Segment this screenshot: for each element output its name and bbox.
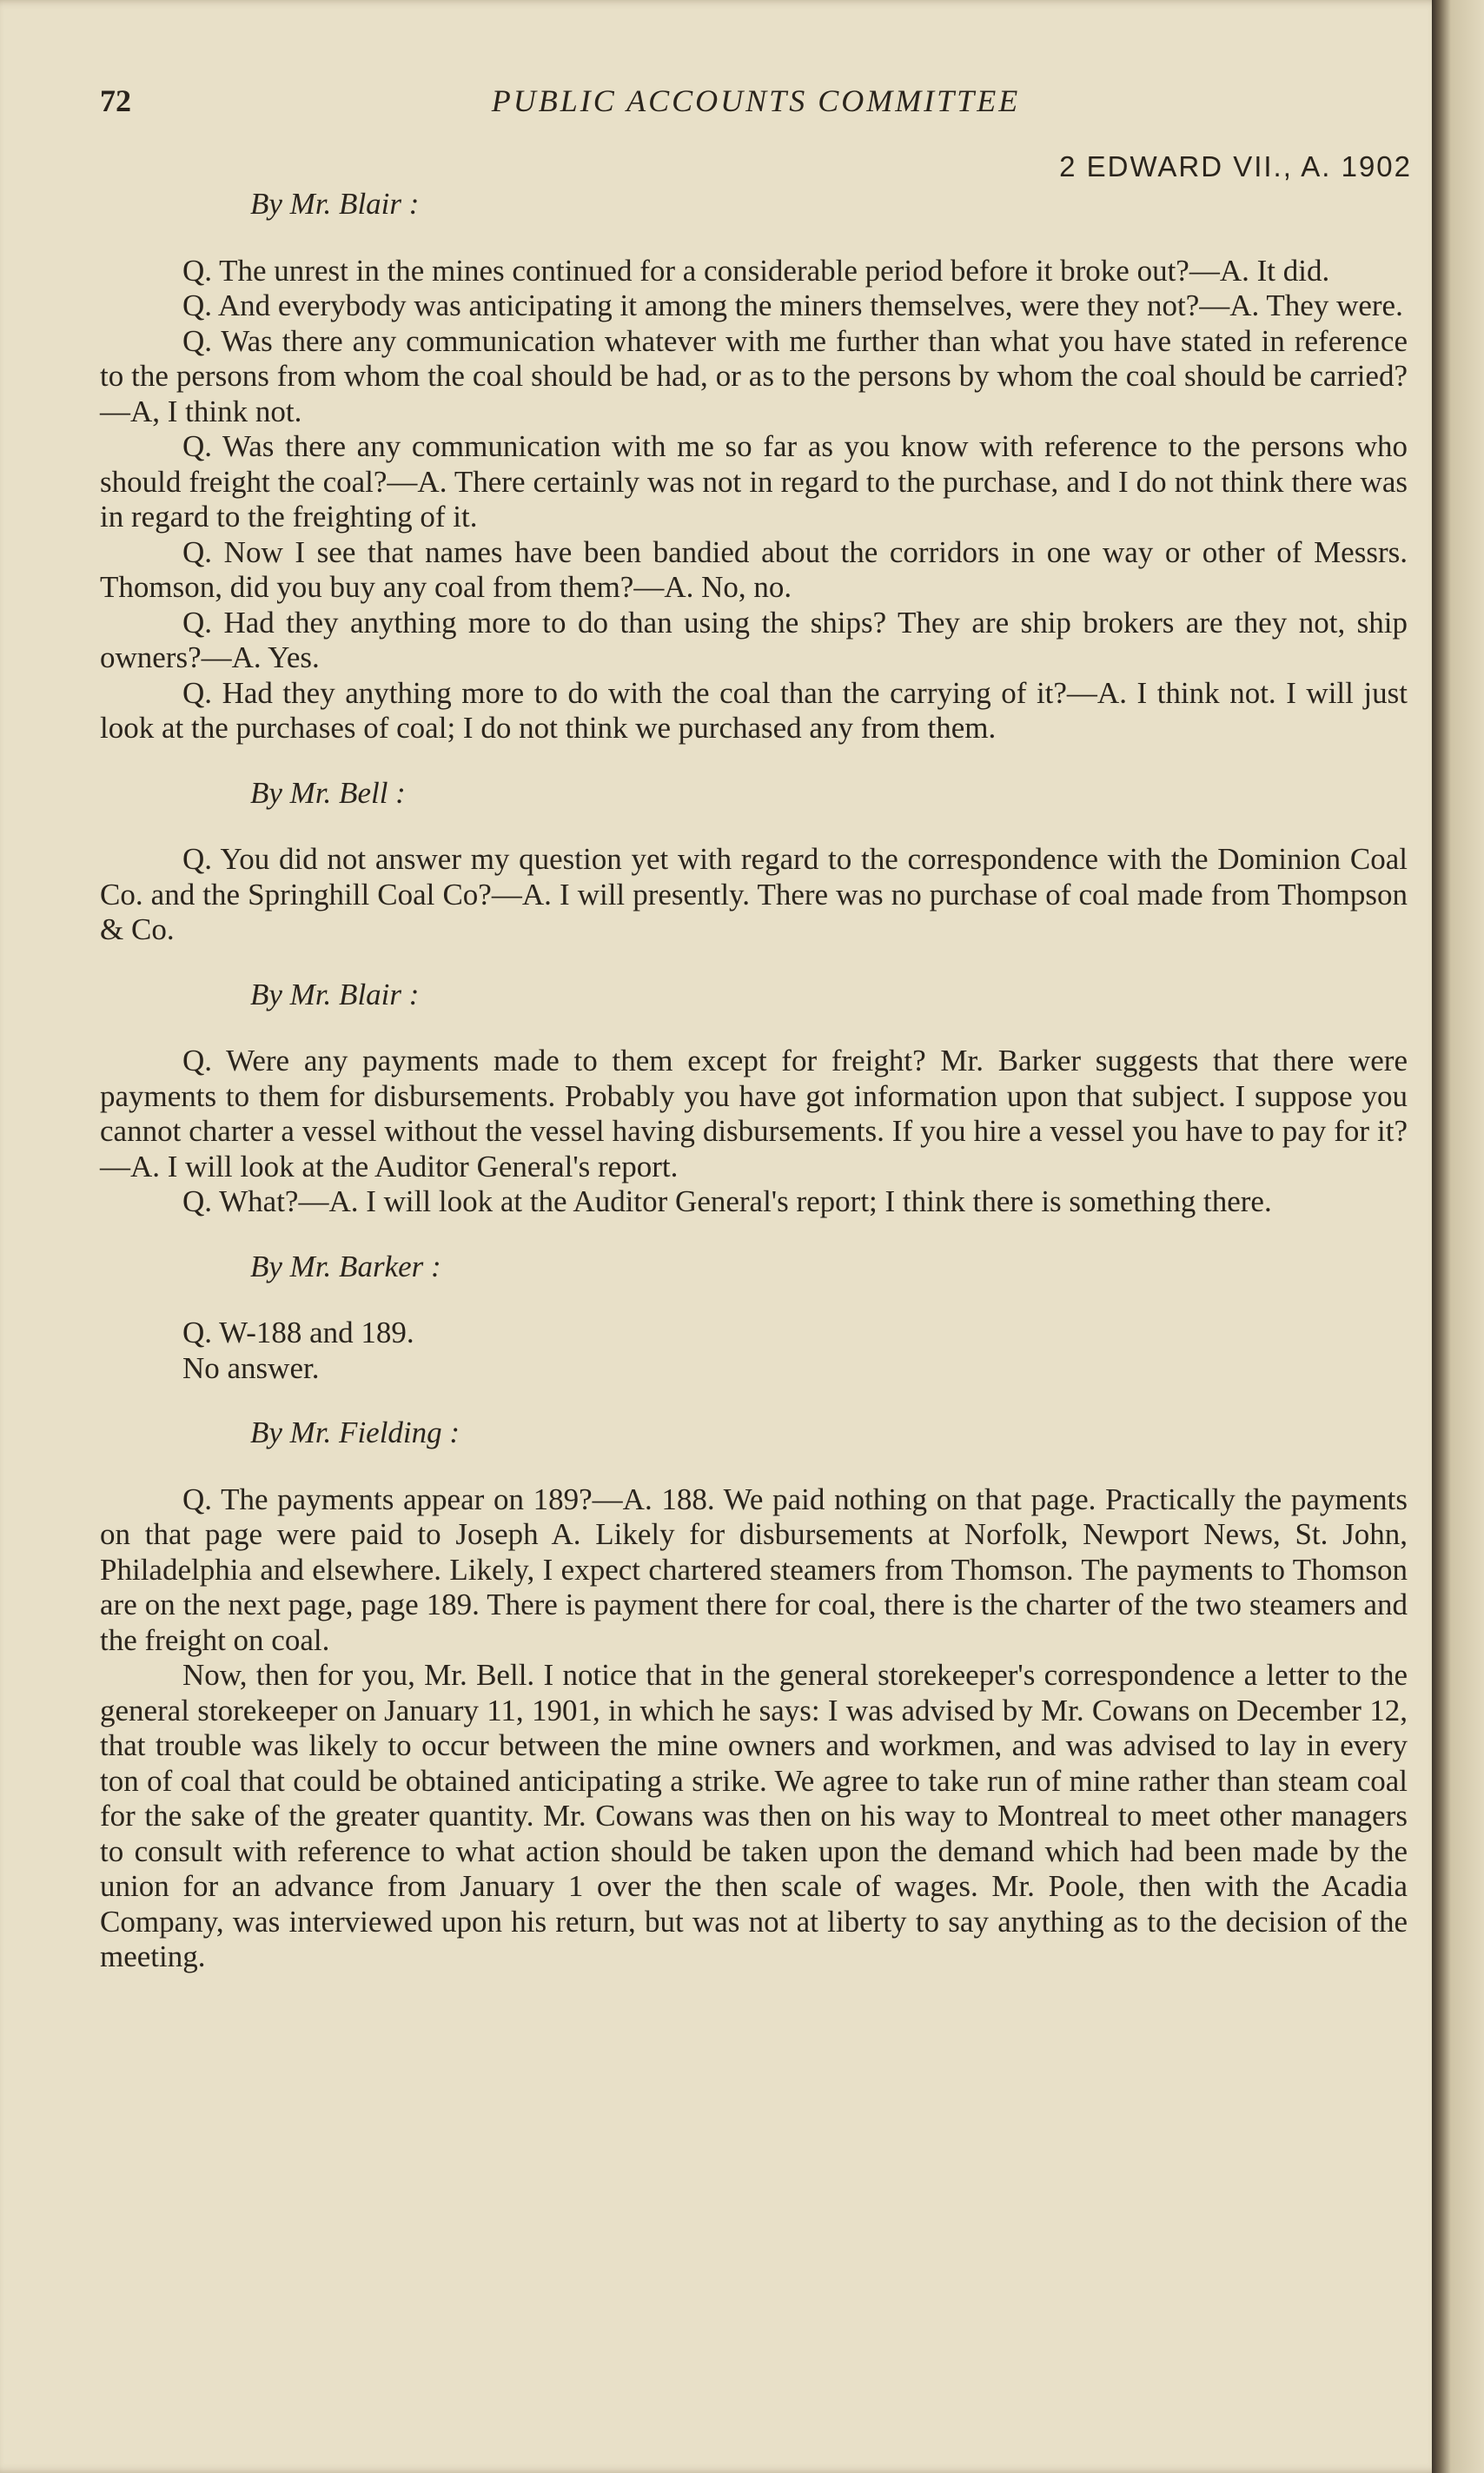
section-blair-1: [100, 187, 1408, 746]
speaker-heading: By Mr. Blair :: [250, 187, 420, 221]
qa-paragraph: Q. And everybody was anticipating it among the miners themselves, were they not?—A. They were.: [182, 288, 1403, 322]
section-fielding: [100, 1416, 1408, 1975]
speaker-heading: By Mr. Fielding :: [250, 1416, 460, 1449]
speaker-heading: By Mr. Barker :: [250, 1249, 441, 1283]
running-title: PUBLIC ACCOUNTS COMMITTEE: [491, 83, 1021, 118]
document-body: [100, 187, 1408, 2005]
qa-paragraph: Q. Now I see that names have been bandied about the corridors in one way or other of Messrs. Thomson, did you buy any coal from them?—A. No, no.: [100, 534, 1408, 604]
page-number: 72: [100, 83, 131, 118]
section-blair-2: [100, 978, 1408, 1220]
qa-paragraph: No answer.: [182, 1350, 320, 1385]
qa-paragraph: Now, then for you, Mr. Bell. I notice that in the general storekeeper's correspondence a letter to the general storekeeper on January 11, 1901, in which he says: I was advised by Mr. Cowans on December 12, that trouble was likely to occur between the mine owners and workmen, and was advised to lay in every ton of coal that could be obtained anticipating a strike. We agree to take run of mine rather than steam coal for the sake of the greater quantity. Mr. Cowans was then on his way to Montreal to meet other managers to consult with reference to what action should be taken upon the demand which had been made by the union for an advance from January 1 over the then scale of wages. Mr. Poole, then with the Acadia Company, was interviewed upon his return, but was not at liberty to say anything as to the decision of the meeting.: [100, 1658, 1408, 1973]
qa-paragraph: Q. What?—A. I will look at the Auditor General's report; I think there is something there.: [182, 1184, 1272, 1218]
qa-paragraph: Q. Was there any communication whatever with me further than what you have stated in reference to the persons from whom the coal should be had, or as to the persons by whom the coal should be carried?—A, I think not.: [100, 323, 1408, 428]
qa-paragraph: Q. W-188 and 189.: [182, 1316, 414, 1349]
page-header: [100, 83, 1412, 182]
qa-paragraph: Q. You did not answer my question yet with regard to the correspondence with the Dominion Coal Co. and the Springhill Coal Co?—A. I will presently. There was no purchase of coal made from Thompson & Co.: [100, 842, 1408, 946]
qa-paragraph: Q. The payments appear on 189?—A. 188. We paid nothing on that page. Practically the payments on that page were paid to Joseph A. Likely for disbursements at Norfolk, Newport News, St. John, Philadelphia and elsewhere. Likely, I expect chartered steamers from Thomson. The payments to Thomson are on the next page, page 189. There is payment there for coal, there is the charter of the two steamers and the freight on coal.: [100, 1482, 1408, 1657]
qa-paragraph: Q. Was there any communication with me so far as you know with reference to the persons who should freight the coal?—A. There certainly was not in regard to the purchase, and I do not think there was in regard to the freighting of it.: [100, 429, 1408, 534]
qa-paragraph: Q. Had they anything more to do with the coal than the carrying of it?—A. I think not. I will just look at the purchases of coal; I do not think we purchased any from them.: [100, 675, 1408, 745]
section-bell: [100, 776, 1408, 948]
qa-paragraph: Q. The unrest in the mines continued for a considerable period before it broke out?—A. It did.: [182, 253, 1330, 288]
edition-line: 2 EDWARD VII., A. 1902: [1059, 150, 1412, 182]
qa-paragraph: Q. Had they anything more to do than using the ships? They are ship brokers are they not, ship owners?—A. Yes.: [100, 605, 1408, 674]
section-barker: [100, 1250, 1408, 1387]
qa-paragraph: Q. Were any payments made to them except for freight? Mr. Barker suggests that there were payments to them for disbursements. Probably you have got information upon that subject. I suppose you cannot charter a vessel without the vessel having disbursements. If you hire a vessel you have to pay for it?—A. I will look at the Auditor General's report.: [100, 1044, 1408, 1183]
binding-gutter: [1432, 0, 1484, 2473]
speaker-heading: By Mr. Blair :: [250, 977, 420, 1011]
speaker-heading: By Mr. Bell :: [250, 775, 406, 810]
